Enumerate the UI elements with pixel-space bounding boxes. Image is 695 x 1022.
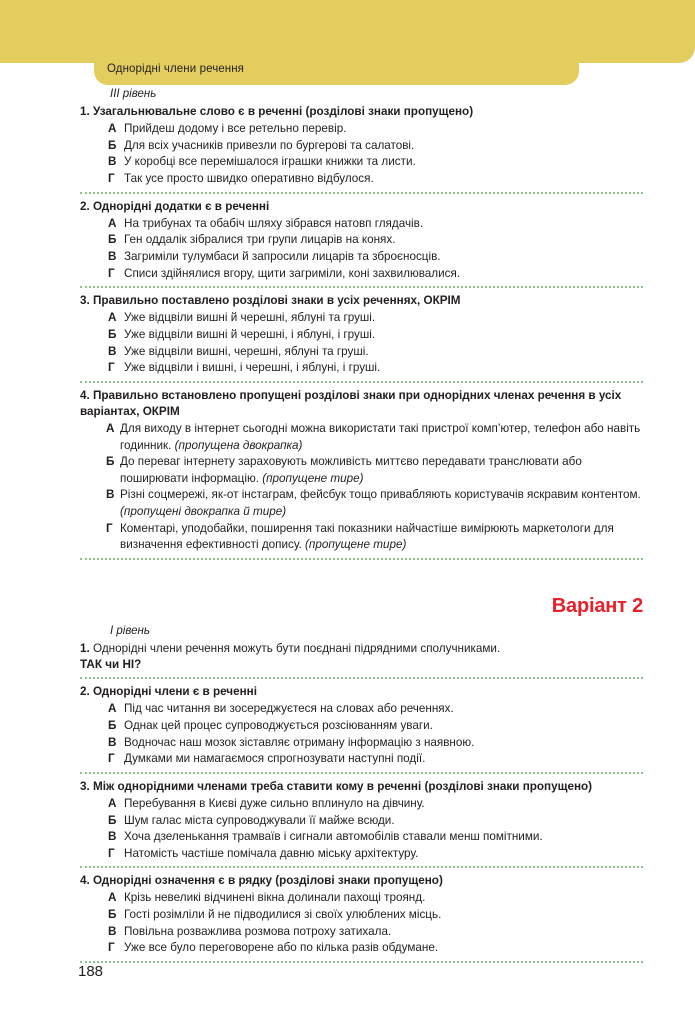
option-letter: Б (108, 138, 117, 152)
option-text (124, 751, 643, 768)
option-row[interactable] (80, 907, 643, 924)
question-separator (80, 192, 643, 194)
question-stem-text: Однорідні означення є в рядку (розділові знаки пропущено) (93, 874, 443, 888)
question-number: 2. (80, 685, 90, 699)
option-sentence: Уже відцвіли і вишні, і черешні, і яблуні, і груші. (124, 361, 381, 375)
option-letter: Б (108, 813, 117, 827)
option-text (124, 266, 643, 283)
option-row[interactable] (80, 829, 643, 846)
question-block (80, 199, 643, 289)
option-sentence: Уже відцвіли вишні й черешні, яблуні та груші. (124, 311, 376, 325)
question-separator (80, 866, 643, 868)
option-sentence: Однак цей процес супроводжується розсіюванням уваги. (124, 718, 433, 732)
option-row[interactable] (80, 751, 643, 768)
option-letter: А (108, 891, 117, 905)
option-row[interactable] (80, 421, 643, 454)
question-stem-text: Однорідні додатки є в реченні (93, 199, 270, 213)
option-sentence: Для всіх учасників привезли по бургерові та салатові. (124, 138, 415, 152)
option-sentence: Прийдеш додому і все ретельно перевір. (124, 122, 347, 136)
option-text (124, 829, 643, 846)
option-sentence: Крізь невеликі відчинені вікна долинали пахощі троянд. (124, 891, 426, 905)
option-sentence: Натомість частіше помічала давню міську архітектуру. (124, 846, 419, 860)
option-letter: Г (108, 171, 115, 185)
question-block (80, 388, 643, 560)
question-stem-text: Однорідні члени речення можуть бути поєднані підрядними сполучниками. (93, 641, 501, 655)
option-text (124, 940, 643, 957)
option-sentence: Загриміли тулумбаси й запросили лицарів та зброєносців. (124, 249, 441, 263)
option-sentence: Коментарі, уподобайки, поширення такі показники найчастіше вимірюють маркетологи для визначення ефективності допису. (120, 521, 614, 552)
option-letter: Б (108, 908, 117, 922)
question-separator (80, 677, 643, 679)
option-sentence: Думками ми намагаємося спрогнозувати наступні події. (124, 752, 426, 766)
question-stem (80, 199, 643, 215)
option-row[interactable] (80, 487, 643, 520)
option-letter: В (106, 488, 115, 502)
option-text (124, 138, 643, 155)
option-sentence: Хоча дзеленькання трамваїв і сигнали автомобілів ставали менш помітними. (124, 830, 543, 844)
question-stem-text: Узагальнювальне слово є в реченні (розділові знаки пропущено) (93, 105, 474, 118)
option-list (80, 890, 643, 956)
option-row[interactable] (80, 121, 643, 138)
option-letter: Г (108, 361, 115, 375)
option-letter: А (108, 796, 117, 810)
option-text (124, 924, 643, 941)
option-text (124, 249, 643, 266)
yes-no-prompt: ТАК чи НІ? (80, 658, 142, 672)
option-sentence: Для виходу в інтернет сьогодні можна використати такі пристрої комп’ютер, телефон або навіть годинник. (120, 422, 641, 452)
option-list (80, 310, 643, 376)
option-text (120, 421, 643, 454)
question-block (80, 104, 643, 194)
option-text (124, 735, 643, 752)
question-number: 4. (80, 874, 90, 888)
option-row[interactable] (80, 216, 643, 233)
option-sentence: Гості розімліли й не підводилися зі своїх улюблених місць. (124, 908, 442, 922)
option-text (124, 171, 643, 188)
option-row[interactable] (80, 454, 643, 487)
option-hint: (пропущене тире) (305, 538, 407, 552)
option-text (124, 890, 643, 907)
running-head-title: Однорідні члени речення (107, 63, 245, 76)
option-text (124, 232, 643, 249)
option-row[interactable] (80, 138, 643, 155)
variant-title: Варіант 2 (551, 594, 643, 617)
option-letter: В (108, 735, 117, 749)
option-row[interactable] (80, 796, 643, 813)
option-text (124, 907, 643, 924)
option-letter: В (108, 249, 117, 263)
option-text (124, 216, 643, 233)
option-sentence: Ген оддалік зібралися три групи лицарів на конях. (124, 233, 396, 247)
question-block (80, 684, 643, 774)
question-block (80, 779, 643, 869)
option-row[interactable] (80, 171, 643, 188)
option-sentence: Різні соцмережі, як-от інстаграм, фейсбук тощо привабляють користувачів яскравим контентом. (120, 488, 641, 502)
option-text (120, 521, 643, 554)
variant-row (80, 595, 643, 625)
question-stem (80, 641, 643, 673)
question-stem (80, 779, 643, 795)
option-sentence: Перебування в Києві дуже сильно вплинуло на дівчину. (124, 796, 425, 810)
option-row[interactable] (80, 232, 643, 249)
option-letter: А (108, 702, 117, 716)
option-list (80, 216, 643, 282)
option-letter: В (108, 155, 117, 169)
question-stem (80, 104, 643, 120)
content-column (0, 63, 695, 963)
question-stem (80, 684, 643, 700)
option-sentence: Шум галас міста супроводжували її майже всюди. (124, 813, 395, 827)
page-body (0, 63, 695, 968)
question-stem (80, 293, 643, 309)
option-letter: Г (108, 846, 115, 860)
section-gap (80, 565, 643, 595)
option-text (124, 154, 643, 171)
option-row[interactable] (80, 327, 643, 344)
question-number: 3. (80, 294, 90, 308)
level-label: I рівень (110, 624, 150, 637)
option-row[interactable] (80, 310, 643, 327)
option-sentence: Уже все було переговорене або по кілька разів обдумане. (124, 941, 439, 955)
option-row[interactable] (80, 266, 643, 283)
option-row[interactable] (80, 735, 643, 752)
option-sentence: Уже відцвіли вишні й черешні, і яблуні, і груші. (124, 327, 376, 341)
question-separator (80, 381, 643, 383)
question-stem (80, 388, 643, 420)
question-separator (80, 961, 643, 963)
question-separator (80, 772, 643, 774)
option-letter: Г (108, 266, 115, 280)
option-letter: А (106, 422, 115, 436)
option-text (124, 310, 643, 327)
option-row[interactable] (80, 249, 643, 266)
option-letter: В (108, 830, 117, 844)
option-hint: (пропущені двокрапка й тире) (120, 505, 287, 519)
question-block (80, 293, 643, 383)
option-row[interactable] (80, 924, 643, 941)
option-letter: Б (108, 233, 117, 247)
question-number: 1. (80, 641, 90, 655)
option-letter: Б (106, 455, 115, 469)
option-letter: А (108, 216, 117, 230)
option-letter: Б (108, 718, 117, 732)
page-number: 188 (78, 963, 104, 980)
option-sentence: Списи здійнялися вгору, щити загриміли, коні захвилювалися. (124, 266, 461, 280)
question-number: 1. (80, 105, 90, 118)
option-text (124, 846, 643, 863)
option-row[interactable] (80, 344, 643, 361)
option-text (124, 718, 643, 735)
question-number: 3. (80, 779, 90, 793)
option-text (124, 121, 643, 138)
question-block (80, 641, 643, 679)
option-row[interactable] (80, 154, 643, 171)
option-sentence: У коробці все перемішалося іграшки книжки та листи. (124, 155, 416, 169)
option-letter: Г (108, 752, 115, 766)
option-row[interactable] (80, 813, 643, 830)
option-letter: Г (108, 941, 115, 955)
option-row[interactable] (80, 521, 643, 554)
option-list (80, 796, 643, 862)
option-text (124, 327, 643, 344)
option-text (120, 487, 643, 520)
option-sentence: Водночас наш мозок зіставляє отриману інформацію з наявною. (124, 735, 475, 749)
option-letter: Б (108, 327, 117, 341)
option-text (124, 360, 643, 377)
question-number: 4. (80, 388, 90, 402)
option-text (124, 796, 643, 813)
option-row[interactable] (80, 360, 643, 377)
option-text (124, 701, 643, 718)
option-letter: А (108, 311, 117, 325)
option-letter: А (108, 122, 117, 136)
option-hint: (пропущене тире) (262, 471, 364, 485)
option-sentence: Уже відцвіли вишні, черешні, яблуні та груші. (124, 344, 369, 358)
question-stem-text: Правильно встановлено пропущені розділові знаки при однорідних членах речення в усіх варіантах, ОКРІМ (80, 388, 622, 418)
option-hint: (пропущена двокрапка) (174, 438, 303, 452)
option-row[interactable] (80, 846, 643, 863)
question-number: 2. (80, 199, 90, 213)
option-sentence: До переваг інтернету зараховують можливість миттєво передавати транслювати або поширювати інформацію. (120, 455, 582, 485)
level-label: III рівень (110, 88, 157, 100)
option-sentence: Під час читання ви зосереджуєтеся на словах або реченнях. (124, 702, 454, 716)
question-stem (80, 873, 643, 889)
question-stem-text: Однорідні члени є в реченні (93, 685, 257, 699)
option-letter: В (108, 924, 117, 938)
option-sentence: Повільна розважлива розмова потроху затихала. (124, 924, 392, 938)
option-row[interactable] (80, 718, 643, 735)
option-text (124, 344, 643, 361)
question-separator (80, 286, 643, 288)
question-block (80, 873, 643, 963)
option-letter: В (108, 344, 117, 358)
question-stem-text: Між однорідними членами треба ставити кому в реченні (розділові знаки пропущено) (93, 779, 593, 793)
option-row[interactable] (80, 701, 643, 718)
option-letter: Г (106, 521, 113, 535)
question-stem-text: Правильно поставлено розділові знаки в усіх реченнях, ОКРІМ (93, 294, 461, 308)
option-sentence: На трибунах та обабіч шляху зібрався натовп глядачів. (124, 216, 424, 230)
option-list (80, 421, 643, 554)
option-text (120, 454, 643, 487)
option-sentence: Так усе просто швидко оперативно відбулося. (124, 171, 374, 185)
option-text (124, 813, 643, 830)
option-row[interactable] (80, 940, 643, 957)
option-list (80, 121, 643, 187)
question-separator (80, 558, 643, 560)
option-list (80, 701, 643, 767)
header-band (0, 0, 695, 63)
option-row[interactable] (80, 890, 643, 907)
